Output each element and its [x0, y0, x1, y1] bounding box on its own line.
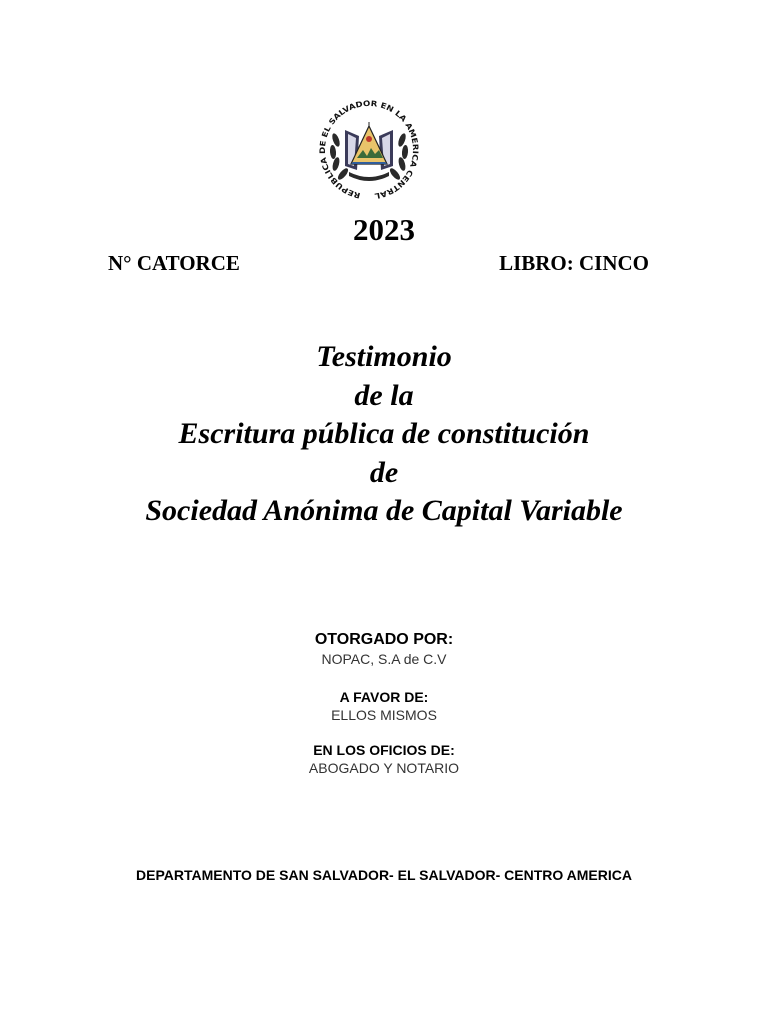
otorgado-value: NOPAC, S.A de C.V	[321, 651, 447, 667]
footer-location: DEPARTAMENTO DE SAN SALVADOR- EL SALVADOR- CENTRO AMERICA	[136, 867, 632, 883]
title-line: Testimonio	[316, 340, 452, 373]
oficios-label: EN LOS OFICIOS DE:	[313, 742, 455, 758]
title-line: de la	[354, 378, 414, 412]
otorgado-label: OTORGADO POR:	[314, 631, 454, 648]
document-year: 2023	[353, 212, 415, 247]
title-line: Escritura pública de constitución	[178, 417, 590, 450]
oficios-section	[0, 741, 768, 777]
coat-of-arms-el-salvador-icon	[309, 96, 429, 206]
favor-label: A FAVOR DE:	[339, 689, 429, 705]
document-book: LIBRO: CINCO	[499, 251, 649, 275]
title-line: Sociedad Anónima de Capital Variable	[145, 494, 623, 527]
favor-section	[0, 688, 768, 724]
document-number: N° CATORCE	[108, 251, 240, 275]
document-title	[0, 338, 768, 531]
title-line: de	[369, 455, 399, 489]
oficios-value: ABOGADO Y NOTARIO	[308, 760, 460, 776]
otorgado-section	[0, 630, 768, 668]
svg-text:REPUBLICA DE EL SALVADOR EN LA: REPUBLICA DE EL SALVADOR EN LA AMERICA CENTRAL	[317, 98, 421, 201]
favor-value: ELLOS MISMOS	[331, 707, 437, 723]
